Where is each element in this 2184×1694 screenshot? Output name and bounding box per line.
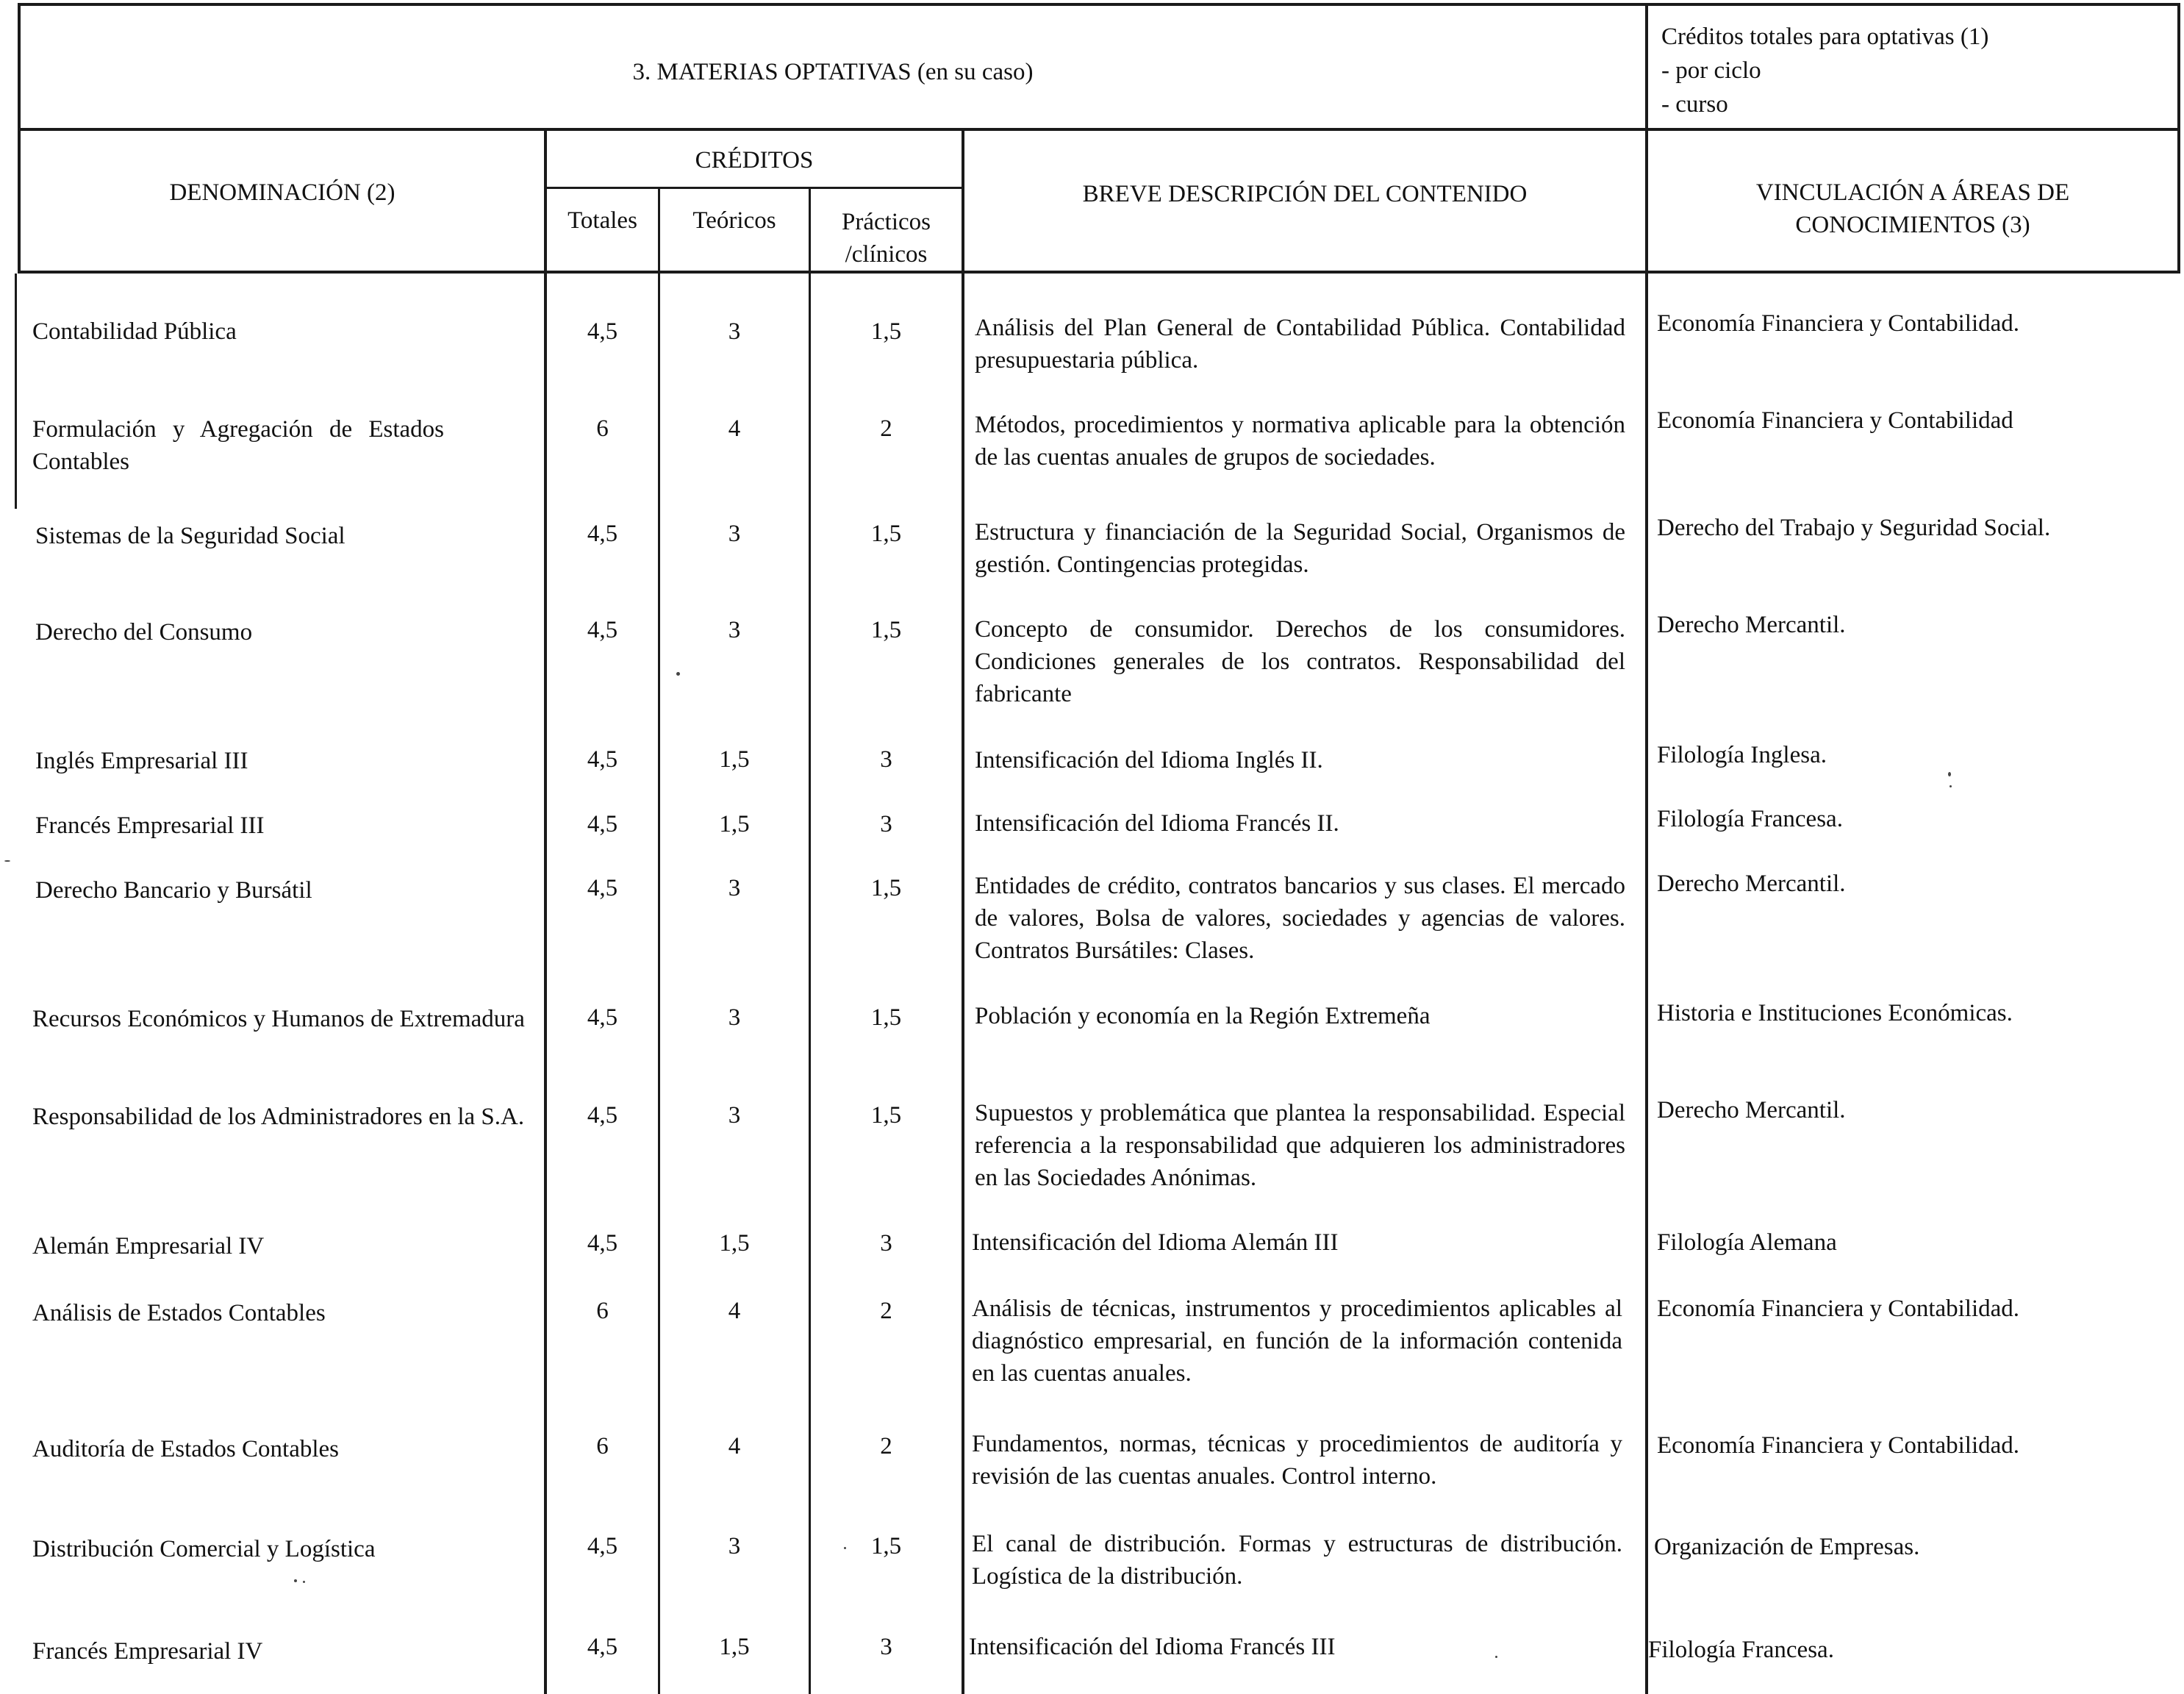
credits-practice: 1,5 — [870, 1102, 902, 1129]
knowledge-area: Filología Francesa. — [1648, 1637, 1834, 1663]
course-name: Derecho Bancario y Bursátil — [35, 877, 312, 904]
course-name: Sistemas de la Seguridad Social — [35, 523, 345, 549]
content-description: Supuestos y problemática que plantea la responsabilidad. Especial referencia a la responsabilidad que adquieren los administradores en las Sociedades Anónimas. — [975, 1100, 1625, 1192]
content-description: Intensificación del Idioma Inglés II. — [975, 747, 1323, 773]
credits-theory: 1,5 — [719, 746, 750, 773]
credits-total: 4,5 — [587, 521, 618, 547]
credits-theory: 3 — [728, 1533, 741, 1559]
knowledge-area: Economía Financiera y Contabilidad — [1657, 407, 2013, 434]
credits-total: 4,5 — [587, 1102, 618, 1129]
left-border-lower — [15, 274, 17, 509]
credits-total: 4,5 — [587, 811, 618, 837]
content-description: Concepto de consumidor. Derechos de los consumidores. Condiciones generales de los contratos. Responsabilidad del fabricante — [975, 616, 1625, 708]
credits-box-divider — [1645, 3, 1648, 131]
content-description: Intensificación del Idioma Francés II. — [975, 810, 1339, 837]
credits-practice: 2 — [880, 1433, 892, 1459]
knowledge-area: Derecho del Trabajo y Seguridad Social. — [1657, 515, 2051, 541]
left-border — [18, 3, 21, 274]
knowledge-area: Historia e Instituciones Económicas. — [1657, 1000, 2013, 1026]
scan-speck — [844, 1547, 846, 1549]
course-name: Alemán Empresarial IV — [32, 1233, 265, 1259]
col-header-vinculacion-2: CONOCIMIENTOS (3) — [1795, 212, 2030, 238]
course-name: Auditoría de Estados Contables — [32, 1436, 340, 1462]
col-header-clinicos: /clínicos — [845, 241, 928, 268]
credits-theory: 3 — [728, 1102, 741, 1129]
content-description: Entidades de crédito, contratos bancarios y sus clases. El mercado de valores, Bolsa de valores, sociedades y agencias de valores. Contratos Bursátiles: Clases. — [975, 873, 1625, 965]
scan-speck — [4, 860, 10, 862]
credits-theory: 3 — [728, 875, 741, 901]
knowledge-area: Derecho Mercantil. — [1657, 871, 1846, 897]
credits-theory: 4 — [728, 415, 741, 442]
credits-total: 4,5 — [587, 1533, 618, 1559]
course-name: Análisis de Estados Contables — [32, 1300, 326, 1326]
course-name: Formulación y Agregación de Estados Contables — [32, 416, 444, 476]
content-description: Estructura y financiación de la Seguridad Social, Organismos de gestión. Contingencias protegidas. — [975, 519, 1625, 579]
scan-speck — [676, 672, 680, 676]
credits-practice: 1,5 — [870, 617, 902, 643]
course-name: Inglés Empresarial III — [35, 748, 248, 774]
credits-practice: 1,5 — [870, 1004, 902, 1031]
credits-practice: 1,5 — [870, 521, 902, 547]
col-divider-4 — [962, 128, 964, 1694]
credits-practice: 3 — [880, 811, 892, 837]
right-border — [2177, 3, 2180, 274]
credits-total: 6 — [596, 1433, 609, 1459]
header-divider — [18, 128, 2180, 131]
credits-total: 4,5 — [587, 1634, 618, 1660]
content-description: Población y economía en la Región Extremeña — [975, 1003, 1431, 1029]
credits-theory: 1,5 — [719, 1230, 750, 1257]
knowledge-area: Filología Francesa. — [1657, 806, 1843, 832]
credits-total: 4,5 — [587, 1230, 618, 1257]
credits-theory: 1,5 — [719, 811, 750, 837]
table-top-border — [18, 3, 2180, 6]
creditos-subheader-rule — [545, 187, 964, 189]
credits-practice: 2 — [880, 1298, 892, 1324]
col-divider-5 — [1645, 128, 1648, 1694]
column-header-bottom-border — [18, 271, 2180, 274]
course-name: Derecho del Consumo — [35, 619, 253, 646]
content-description: Análisis del Plan General de Contabilidad Pública. Contabilidad presupuestaria pública. — [975, 315, 1625, 374]
knowledge-area: Derecho Mercantil. — [1657, 612, 1846, 638]
content-description: Fundamentos, normas, técnicas y procedimientos de auditoría y revisión de las cuentas anuales. Control interno. — [972, 1431, 1622, 1490]
scan-speck — [1495, 1656, 1497, 1658]
scan-speck — [303, 1581, 305, 1583]
course-name: Distribución Comercial y Logística — [32, 1536, 376, 1562]
content-description: Intensificación del Idioma Alemán III — [972, 1229, 1339, 1256]
course-name: Francés Empresarial III — [35, 812, 265, 839]
credits-practice: 1,5 — [870, 1533, 902, 1559]
knowledge-area: Filología Alemana — [1657, 1229, 1837, 1256]
credits-practice: 1,5 — [870, 318, 902, 345]
scan-speck — [1950, 785, 1952, 787]
knowledge-area: Filología Inglesa. — [1657, 742, 1827, 768]
credits-theory: 3 — [728, 521, 741, 547]
credits-per-course-label: - curso — [1661, 91, 1728, 118]
content-description: Intensificación del Idioma Francés III — [969, 1634, 1336, 1660]
course-name: Recursos Económicos y Humanos de Extremadura — [32, 1006, 525, 1032]
content-description: Métodos, procedimientos y normativa aplicable para la obtención de las cuentas anuales de grupos de sociedades. — [975, 412, 1625, 471]
credits-theory: 3 — [728, 1004, 741, 1031]
credits-practice: 3 — [880, 1230, 892, 1257]
knowledge-area: Economía Financiera y Contabilidad. — [1657, 1295, 2020, 1322]
knowledge-area: Derecho Mercantil. — [1657, 1097, 1846, 1123]
course-name: Francés Empresarial IV — [32, 1638, 263, 1665]
credits-total-label: Créditos totales para optativas (1) — [1661, 24, 1989, 50]
knowledge-area: Economía Financiera y Contabilidad. — [1657, 310, 2020, 337]
knowledge-area: Organización de Empresas. — [1654, 1534, 1920, 1560]
credits-practice: 3 — [880, 1634, 892, 1660]
col-header-teoricos: Teóricos — [692, 207, 776, 234]
credits-total: 4,5 — [587, 617, 618, 643]
course-name: Responsabilidad de los Administradores en la S.A. — [32, 1104, 525, 1130]
credits-per-cycle-label: - por ciclo — [1661, 57, 1761, 84]
scan-speck — [1948, 772, 1951, 776]
scan-speck — [294, 1579, 297, 1582]
credits-theory: 4 — [728, 1298, 741, 1324]
credits-total: 6 — [596, 1298, 609, 1324]
content-description: Análisis de técnicas, instrumentos y procedimientos aplicables al diagnóstico empresarial, en función de la información contenida en las cuentas anuales. — [972, 1295, 1622, 1387]
credits-total: 4,5 — [587, 875, 618, 901]
col-header-vinculacion-1: VINCULACIÓN A ÁREAS DE — [1755, 179, 2070, 206]
col-header-creditos: CRÉDITOS — [695, 147, 814, 174]
credits-theory: 3 — [728, 318, 741, 345]
credits-practice: 3 — [880, 746, 892, 773]
credits-theory: 3 — [728, 617, 741, 643]
col-header-denominacion: DENOMINACIÓN (2) — [169, 179, 395, 206]
section-title: 3. MATERIAS OPTATIVAS (en su caso) — [632, 59, 1034, 85]
credits-total: 4,5 — [587, 746, 618, 773]
col-header-totales: Totales — [568, 207, 637, 234]
credits-practice: 2 — [880, 415, 892, 442]
course-name: Contabilidad Pública — [32, 318, 237, 345]
credits-practice: 1,5 — [870, 875, 902, 901]
credits-total: 4,5 — [587, 318, 618, 345]
credits-theory: 1,5 — [719, 1634, 750, 1660]
content-description: El canal de distribución. Formas y estructuras de distribución. Logística de la distribución. — [972, 1531, 1622, 1590]
credits-total: 6 — [596, 415, 609, 442]
col-header-practicos: Prácticos — [842, 209, 931, 235]
knowledge-area: Economía Financiera y Contabilidad. — [1657, 1432, 2020, 1459]
col-header-descripcion: BREVE DESCRIPCIÓN DEL CONTENIDO — [1082, 181, 1528, 207]
credits-theory: 4 — [728, 1433, 741, 1459]
credits-total: 4,5 — [587, 1004, 618, 1031]
